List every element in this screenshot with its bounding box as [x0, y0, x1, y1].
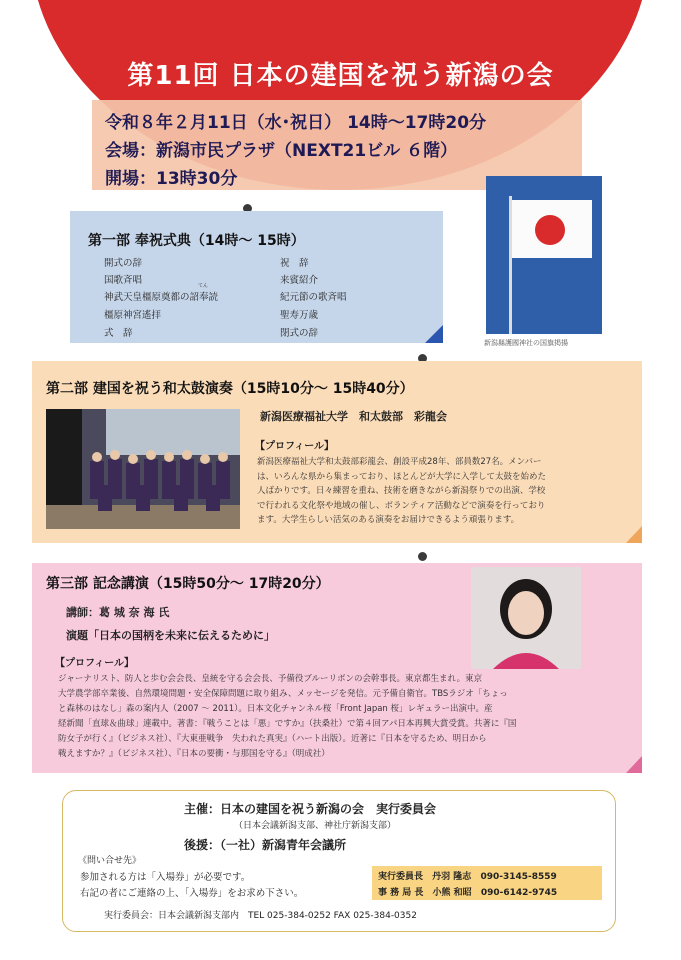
- contact-row: [378, 869, 557, 882]
- part3-profile-heading: 【プロフィール】: [55, 658, 134, 669]
- inquiry-line: 右記の者にご連絡の上、「入場券」をお求め下さい。: [80, 888, 304, 899]
- event-date: 令和８年２月11日（水･祝日） 14時〜17時20分: [105, 113, 487, 133]
- ceremony-item: 聖寿万歳: [280, 310, 319, 321]
- ceremony-item: 式 辞: [104, 328, 133, 339]
- taiko-photo-art: [46, 409, 240, 529]
- profile-line: 人ばかりです。日々練習を重ね、技術を磨きながら新潟祭りでの出演、学校: [257, 486, 546, 496]
- profile-line: で行われる文化祭や地域の催し、ボランティア活動などで演奏を行っており: [257, 500, 546, 511]
- lecture-topic: 演題「日本の国柄を未来に伝えるために」: [66, 629, 275, 642]
- ceremony-item: 閉式の辞: [280, 328, 319, 339]
- ceremony-item: 来賓紹介: [280, 275, 319, 286]
- flag-photo-caption: 新潟縣護國神社の国旗掲揚: [484, 339, 568, 347]
- part3-profile-text: [58, 672, 636, 762]
- contact-row: [378, 885, 557, 898]
- taiko-group-name: 新潟医療福祉大学 和太鼓部 彩龍会: [260, 410, 447, 423]
- ceremony-item: 紀元節の歌斉唱: [280, 292, 347, 303]
- part2-profile-heading: 【プロフィール】: [255, 441, 334, 452]
- event-venue: 会場：新潟市民プラザ（NEXT21ビル ６階）: [105, 141, 458, 161]
- profile-line: ます。大学生らしい活気のある演奏をお届けできるよう頑張ります。: [257, 515, 520, 525]
- profile-line: 戦えますか？』（ビジネス社）、『日本の要衝・与那国を守る』（明成社）: [58, 749, 330, 759]
- ceremony-item: 橿原神宮遙拝: [104, 310, 162, 321]
- contact-role: 事 務 局 長: [378, 888, 424, 898]
- ceremony-item: 神武天皇橿原奠都の詔奉読: [104, 292, 219, 303]
- inquiry-line: 参加される方は「入場券」が必要です。: [80, 872, 251, 883]
- lecturer-name: 講師：葛 城 奈 海 氏: [66, 606, 170, 619]
- taiko-group-photo: [46, 409, 240, 529]
- page-fold-corner: [425, 325, 443, 343]
- flag-sun-disc: [535, 215, 565, 245]
- profile-line: ジャーナリスト、防人と歩む会会長、皇統を守る会会長、予備役ブルーリボンの会幹事長。東京都生まれ。東京: [58, 674, 483, 684]
- part1-title: 第一部 奉祝式典（14時〜 15時）: [88, 233, 305, 249]
- profile-line: 経新聞「直球＆曲球」連載中。著書：『戦うことは「悪」ですか』（扶桑社）で第４回アパ日本再興大賞受賞。共著に『国: [58, 719, 517, 729]
- profile-line: は、いろんな県から集まっており、ほとんどが大学に入学して太鼓を始めた: [257, 471, 547, 482]
- lecturer-portrait: [471, 567, 581, 669]
- contact-phone: 090-6142-9745: [480, 888, 558, 898]
- profile-line: 新潟医療福祉大学和太鼓部彩龍会、創設平成28年、部員数27名。メンバー: [257, 457, 542, 467]
- contact-phone: 090-3145-8559: [480, 872, 557, 882]
- portrait-art: [471, 567, 581, 669]
- sponsor: 後援：（一社）新潟青年会議所: [184, 838, 347, 852]
- furigana: てん: [198, 283, 209, 289]
- committee-contact: 実行委員会：日本会議新潟支部内 TEL 025-384-0252 FAX 025-384-0352: [104, 911, 417, 921]
- contact-name: 小熊 和昭: [432, 888, 472, 898]
- ceremony-item: 国歌斉唱: [104, 275, 143, 286]
- contact-role: 実行委員長: [378, 872, 424, 882]
- part3-title: 第三部 記念講演（15時50分〜 17時20分）: [46, 576, 330, 592]
- ceremony-item: 祝 辞: [280, 258, 309, 269]
- part2-title: 第二部 建国を祝う和太鼓演奏（15時10分〜 15時40分）: [46, 381, 414, 397]
- organizer-sub: （日本会議新潟支部、神社庁新潟支部）: [234, 821, 397, 831]
- page-fold-corner: [626, 526, 642, 543]
- profile-line: と森林のはなし」森の案内人（2007 〜 2011）。日本文化チャンネル桜「Front Japan 桜」レギュラー出演中。産: [58, 704, 493, 714]
- ceremony-item: 開式の辞: [104, 258, 143, 269]
- organizer: 主催：日本の建国を祝う新潟の会 実行委員会: [184, 802, 437, 816]
- profile-line: 大学農学部卒業後、自然環境問題・安全保障問題に取り組み、メッセージを発信。元予備自衛官。TBSラジオ「ちょっ: [58, 689, 508, 699]
- section-dot: [418, 552, 427, 561]
- inquiry-heading: 《問い合せ先》: [78, 856, 142, 866]
- event-opening: 開場：13時30分: [105, 169, 238, 189]
- event-title: 第11回 日本の建国を祝う新潟の会: [127, 61, 554, 91]
- profile-line: 防女子が行く』（ビジネス社）、『大東亜戦争 失われた真実』（ハート出版）。近著に『日本を守るため、明日から: [58, 734, 487, 744]
- contact-name: 丹羽 隆志: [432, 872, 472, 882]
- part2-profile-text: [257, 455, 629, 528]
